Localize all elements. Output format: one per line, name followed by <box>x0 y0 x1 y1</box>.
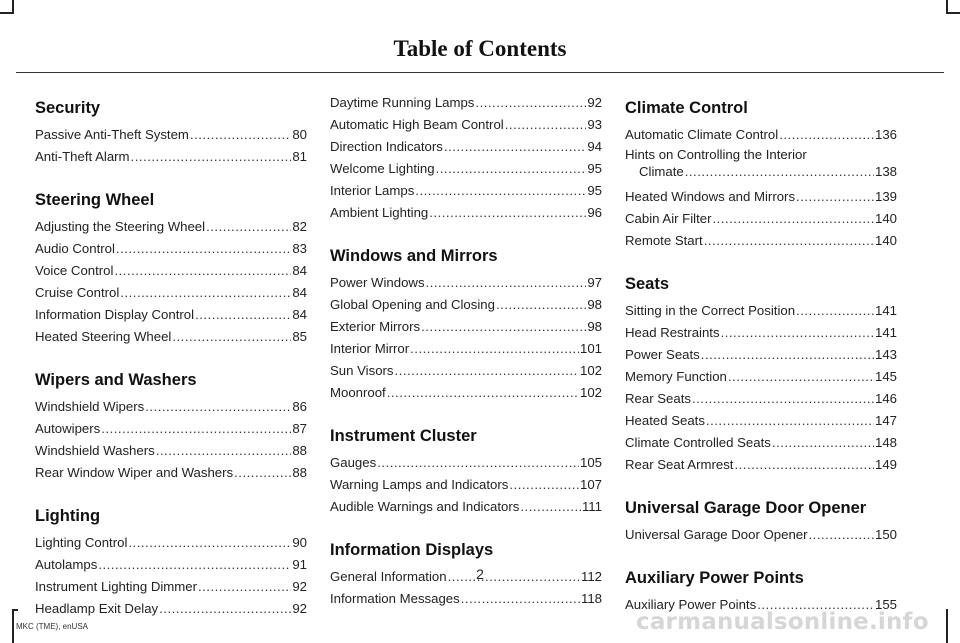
toc-entry-page: 94 <box>587 139 602 154</box>
section-heading: Wipers and Washers <box>35 371 197 389</box>
toc-entry-label: Anti-Theft Alarm <box>35 149 130 164</box>
toc-entry-label: Hints on Controlling the Interior <box>625 147 807 162</box>
toc-entry[interactable] <box>330 452 602 474</box>
dot-leader <box>421 318 586 335</box>
toc-entry-label: Windshield Washers <box>35 443 155 458</box>
toc-column-2 <box>330 92 602 610</box>
toc-entry-page: 85 <box>292 329 307 344</box>
toc-entry[interactable] <box>35 418 307 440</box>
toc-entry-page: 86 <box>292 399 307 414</box>
toc-entry-label: Power Seats <box>625 347 700 362</box>
toc-entry-page: 95 <box>587 161 602 176</box>
dot-leader <box>734 456 874 473</box>
toc-entry-page: 101 <box>579 341 602 356</box>
toc-entry[interactable] <box>330 202 602 224</box>
toc-entry-label: Audible Warnings and Indicators <box>330 499 520 514</box>
toc-entry-page: 96 <box>587 205 602 220</box>
toc-entry-label: Daytime Running Lamps <box>330 95 475 110</box>
dot-leader <box>712 210 874 227</box>
toc-entry-page: 138 <box>874 164 897 179</box>
toc-entry[interactable] <box>330 136 602 158</box>
crop-mark-top-left-h <box>0 12 14 14</box>
toc-entry-page: 118 <box>580 591 602 606</box>
toc-entry[interactable] <box>625 230 897 252</box>
toc-entry[interactable] <box>625 524 897 546</box>
toc-entry[interactable] <box>330 114 602 136</box>
toc-entry-label: Sun Visors <box>330 363 394 378</box>
toc-entry-label-cont: Climate <box>639 164 684 179</box>
dot-leader <box>128 534 291 551</box>
toc-entry-page: 107 <box>579 477 602 492</box>
toc-entry[interactable] <box>330 338 602 360</box>
toc-entry[interactable] <box>330 588 602 610</box>
toc-entry[interactable] <box>330 92 602 114</box>
toc-entry-label: Instrument Lighting Dimmer <box>35 579 197 594</box>
toc-entry-label: Welcome Lighting <box>330 161 435 176</box>
toc-entry[interactable] <box>625 208 897 230</box>
toc-entry-page: 102 <box>579 363 602 378</box>
dot-leader <box>156 442 292 459</box>
toc-entry-page: 112 <box>580 569 602 584</box>
toc-entry-page: 91 <box>292 557 307 572</box>
dot-leader <box>809 526 874 543</box>
toc-entry[interactable] <box>35 532 307 554</box>
dot-leader <box>704 232 874 249</box>
dot-leader <box>461 590 580 607</box>
section-heading: Information Displays <box>330 541 494 559</box>
section-heading: Security <box>35 99 101 117</box>
page-number: 2 <box>476 566 484 582</box>
toc-entry[interactable] <box>35 216 307 238</box>
toc-entry-page: 93 <box>587 117 602 132</box>
toc-entry-page: 155 <box>874 597 897 612</box>
toc-entry-label: Information Display Control <box>35 307 195 322</box>
toc-entry-page: 146 <box>874 391 897 406</box>
dot-leader <box>692 390 874 407</box>
toc-entry-label: Autolamps <box>35 557 98 572</box>
toc-entry-label: Automatic High Beam Control <box>330 117 504 132</box>
toc-entry[interactable] <box>35 260 307 282</box>
toc-entry-label: Direction Indicators <box>330 139 443 154</box>
section-heading: Universal Garage Door Opener <box>625 499 867 517</box>
toc-entry-page: 82 <box>292 219 307 234</box>
toc-entry-page: 97 <box>587 275 602 290</box>
toc-entry-label: Windshield Wipers <box>35 399 145 414</box>
toc-entry[interactable] <box>35 238 307 260</box>
toc-entry[interactable] <box>330 474 602 496</box>
toc-entry-label: Warning Lamps and Indicators <box>330 477 509 492</box>
dot-leader <box>159 600 291 617</box>
toc-entry[interactable] <box>330 316 602 338</box>
section-heading: Seats <box>625 275 670 293</box>
toc-entry[interactable] <box>330 382 602 404</box>
toc-entry-page: 139 <box>874 189 897 204</box>
dot-leader <box>436 160 587 177</box>
toc-entry-page: 148 <box>874 435 897 450</box>
toc-entry-label: Memory Function <box>625 369 727 384</box>
toc-entry-label: Audio Control <box>35 241 115 256</box>
document-code: MKC (TME), enUSA <box>16 622 89 631</box>
section-heading: Auxiliary Power Points <box>625 569 804 587</box>
toc-entry-page: 136 <box>874 127 897 142</box>
toc-entry-label: Automatic Climate Control <box>625 127 779 142</box>
toc-entry-label: Ambient Lighting <box>330 205 429 220</box>
dot-leader <box>395 362 579 379</box>
toc-entry[interactable] <box>625 388 897 410</box>
toc-entry[interactable] <box>625 322 897 344</box>
toc-entry-label: Heated Steering Wheel <box>35 329 172 344</box>
toc-entry-page: 98 <box>587 297 602 312</box>
dot-leader <box>131 148 292 165</box>
dot-leader <box>234 464 291 481</box>
toc-entry-label: Passive Anti-Theft System <box>35 127 189 142</box>
dot-leader <box>796 302 874 319</box>
toc-entry-label: Global Opening and Closing <box>330 297 495 312</box>
toc-entry-page: 88 <box>292 465 307 480</box>
dot-leader <box>120 284 291 301</box>
toc-entry-label: Lighting Control <box>35 535 128 550</box>
toc-entry-page: 98 <box>587 319 602 334</box>
toc-entry-label: Remote Start <box>625 233 703 248</box>
toc-entry-page: 84 <box>292 263 307 278</box>
toc-entry-label: General Information <box>330 569 447 584</box>
toc-entry[interactable] <box>35 124 307 146</box>
dot-leader <box>195 306 291 323</box>
toc-entry-label: Climate Controlled Seats <box>625 435 771 450</box>
dot-leader <box>701 346 874 363</box>
toc-entry-page: 147 <box>874 413 897 428</box>
dot-leader <box>444 138 586 155</box>
toc-entry-page: 84 <box>292 285 307 300</box>
toc-entry[interactable] <box>625 124 897 146</box>
toc-entry-label: Gauges <box>330 455 377 470</box>
toc-entry[interactable] <box>625 366 897 388</box>
toc-entry-page: 92 <box>587 95 602 110</box>
dot-leader <box>509 476 579 493</box>
dot-leader <box>496 296 586 313</box>
dot-leader <box>779 126 874 143</box>
toc-entry-label: Universal Garage Door Opener <box>625 527 808 542</box>
toc-entry-page: 102 <box>579 385 602 400</box>
toc-entry[interactable] <box>625 454 897 476</box>
toc-entry-label: Interior Mirror <box>330 341 410 356</box>
toc-entry[interactable] <box>625 432 897 454</box>
toc-entry-label: Heated Seats <box>625 413 705 428</box>
toc-entry[interactable] <box>35 146 307 168</box>
toc-entry-page: 111 <box>581 499 602 514</box>
toc-entry-label: Heated Windows and Mirrors <box>625 189 796 204</box>
dot-leader <box>114 262 291 279</box>
dot-leader <box>796 188 874 205</box>
dot-leader <box>387 384 579 401</box>
crop-mark-bottom-left-v <box>12 609 14 643</box>
dot-leader <box>415 182 586 199</box>
dot-leader <box>429 204 586 221</box>
toc-entry[interactable] <box>330 158 602 180</box>
dot-leader <box>728 368 874 385</box>
dot-leader <box>685 163 874 180</box>
toc-entry-label: Moonroof <box>330 385 386 400</box>
toc-entry-page: 140 <box>874 233 897 248</box>
toc-entry-page: 140 <box>874 211 897 226</box>
toc-entry-label: Information Messages <box>330 591 460 606</box>
toc-entry[interactable] <box>35 326 307 348</box>
dot-leader <box>721 324 874 341</box>
toc-entry[interactable] <box>625 300 897 322</box>
section-heading: Lighting <box>35 507 101 525</box>
dot-leader <box>116 240 291 257</box>
toc-entry[interactable] <box>35 440 307 462</box>
watermark: carmanualsonline.info <box>636 609 929 635</box>
section-heading: Steering Wheel <box>35 191 155 209</box>
toc-entry[interactable] <box>330 294 602 316</box>
toc-entry-label: Rear Seat Armrest <box>625 457 734 472</box>
toc-entry-label: Auxiliary Power Points <box>625 597 757 612</box>
toc-entry[interactable] <box>625 344 897 366</box>
toc-entry[interactable] <box>35 598 307 620</box>
dot-leader <box>410 340 579 357</box>
toc-entry-page: 92 <box>292 601 307 616</box>
toc-entry-page: 84 <box>292 307 307 322</box>
toc-entry-page: 141 <box>874 303 897 318</box>
page-title: Table of Contents <box>393 36 567 61</box>
toc-entry-label: Head Restraints <box>625 325 720 340</box>
toc-entry-label: Interior Lamps <box>330 183 415 198</box>
toc-entry[interactable] <box>330 180 602 202</box>
toc-entry-page: 145 <box>874 369 897 384</box>
toc-entry-label: Cabin Air Filter <box>625 211 712 226</box>
toc-entry[interactable] <box>35 282 307 304</box>
toc-entry-page: 87 <box>292 421 307 436</box>
toc-entry-page: 81 <box>292 149 307 164</box>
dot-leader <box>101 420 291 437</box>
toc-entry[interactable] <box>625 186 897 208</box>
toc-entry-label: Autowipers <box>35 421 101 436</box>
toc-entry-page: 143 <box>874 347 897 362</box>
toc-entry-page: 149 <box>874 457 897 472</box>
section-heading: Climate Control <box>625 99 748 117</box>
toc-entry[interactable] <box>35 396 307 418</box>
toc-entry[interactable] <box>35 304 307 326</box>
toc-entry-page: 95 <box>587 183 602 198</box>
toc-entry-page: 90 <box>292 535 307 550</box>
crop-mark-bottom-left-h <box>12 609 18 611</box>
toc-entry-label: Headlamp Exit Delay <box>35 601 159 616</box>
toc-entry-label: Rear Seats <box>625 391 691 406</box>
toc-entry-label: Power Windows <box>330 275 425 290</box>
toc-entry-page: 141 <box>874 325 897 340</box>
dot-leader <box>772 434 874 451</box>
section-heading: Windows and Mirrors <box>330 247 498 265</box>
toc-entry[interactable] <box>330 496 602 518</box>
toc-entry-page: 105 <box>579 455 602 470</box>
toc-entry-label: Sitting in the Correct Position <box>625 303 796 318</box>
dot-leader <box>190 126 291 143</box>
toc-entry[interactable] <box>35 462 307 484</box>
toc-entry-page: 80 <box>292 127 307 142</box>
toc-entry[interactable] <box>330 360 602 382</box>
dot-leader <box>520 498 581 515</box>
dot-leader <box>475 94 586 111</box>
toc-column-1 <box>35 92 307 620</box>
dot-leader <box>505 116 587 133</box>
dot-leader <box>426 274 587 291</box>
toc-entry-page: 83 <box>292 241 307 256</box>
toc-entry-continuation <box>625 163 897 180</box>
toc-entry-label: Adjusting the Steering Wheel <box>35 219 206 234</box>
crop-mark-top-right-h <box>946 12 960 14</box>
crop-mark-bottom-right-v <box>946 609 948 643</box>
toc-entry[interactable] <box>625 410 897 432</box>
header-divider <box>16 72 944 73</box>
toc-entry-label: Exterior Mirrors <box>330 319 421 334</box>
dot-leader <box>377 454 579 471</box>
toc-entry-label: Cruise Control <box>35 285 120 300</box>
toc-entry-label: Voice Control <box>35 263 114 278</box>
toc-entry[interactable] <box>625 146 897 186</box>
dot-leader <box>145 398 291 415</box>
toc-column-3 <box>625 92 897 616</box>
toc-entry-page: 150 <box>874 527 897 542</box>
dot-leader <box>206 218 291 235</box>
toc-entry-page: 92 <box>292 579 307 594</box>
dot-leader <box>172 328 291 345</box>
section-heading: Instrument Cluster <box>330 427 477 445</box>
dot-leader <box>706 412 874 429</box>
toc-entry[interactable] <box>330 272 602 294</box>
toc-entry-label: Rear Window Wiper and Washers <box>35 465 234 480</box>
toc-entry-page: 88 <box>292 443 307 458</box>
